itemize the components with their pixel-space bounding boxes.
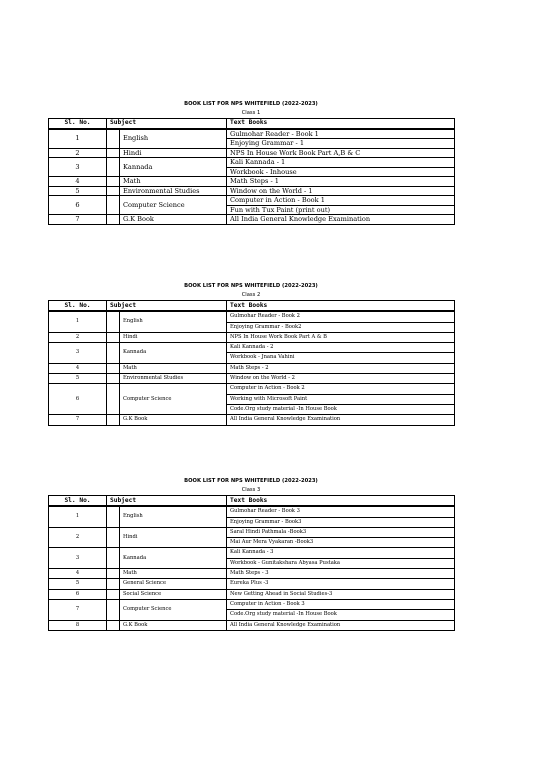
- text-book-cell: Computer in Action - Book 2: [227, 384, 455, 394]
- subject-cell: Math: [120, 363, 227, 373]
- sl-no-cell: 6: [49, 384, 107, 415]
- class-2-section: [48, 282, 454, 426]
- sl-no-cell: 2: [49, 332, 107, 342]
- spacer-cell: [107, 506, 120, 527]
- sl-no-cell: 3: [49, 548, 107, 569]
- text-book-cell: Kali Kannada - 1: [227, 158, 455, 168]
- subject-cell: Environmental Studies: [120, 374, 227, 384]
- text-book-cell: NPS In House Work Book Part A,B & C: [227, 148, 455, 158]
- text-book-cell: Math Steps - 2: [227, 363, 455, 373]
- table-header-row: [49, 301, 455, 312]
- subject-cell: General Science: [120, 579, 227, 589]
- text-book-cell: New Getting Ahead in Social Studies-3: [227, 589, 455, 599]
- text-book-cell: NPS In House Work Book Part A & B: [227, 332, 455, 342]
- sl-no-cell: 4: [49, 177, 107, 187]
- text-book-cell: Kali Kannada - 2: [227, 343, 455, 353]
- text-book-cell: All India General Knowledge Examination: [227, 415, 455, 425]
- table-header-row: [49, 119, 455, 129]
- sl-no-cell: 8: [49, 620, 107, 630]
- text-book-cell: Enjoying Grammar - Book3: [227, 517, 455, 527]
- class-3-section: [48, 477, 454, 631]
- spacer-cell: [107, 148, 120, 158]
- book-list-table: [48, 118, 455, 225]
- spacer-cell: [107, 527, 120, 548]
- class-1-section: [48, 100, 454, 225]
- spacer-cell: [107, 569, 120, 579]
- header-sl-no: Sl. No.: [49, 301, 107, 312]
- text-book-cell: Mai Aur Mera Vyakaran -Book3: [227, 538, 455, 548]
- text-book-cell: All India General Knowledge Examination: [227, 215, 455, 225]
- subject-cell: English: [120, 311, 227, 332]
- header-sl-no: Sl. No.: [49, 496, 107, 507]
- book-list-table: [48, 300, 455, 426]
- subject-cell: Kannada: [120, 548, 227, 569]
- header-text-books: Text Books: [227, 496, 455, 507]
- subject-cell: Computer Science: [120, 384, 227, 415]
- subject-cell: Social Science: [120, 589, 227, 599]
- text-book-cell: Fun with Tux Paint (print out): [227, 205, 455, 215]
- sl-no-cell: 3: [49, 158, 107, 177]
- header-text-books: Text Books: [227, 301, 455, 312]
- spacer-cell: [107, 158, 120, 177]
- text-book-cell: Saral Hindi Pathmala -Book3: [227, 527, 455, 537]
- table-row: [49, 196, 455, 206]
- text-book-cell: Gulmohar Reader - Book 2: [227, 311, 455, 322]
- spacer-cell: [107, 363, 120, 373]
- sl-no-cell: 1: [49, 311, 107, 332]
- sl-no-cell: 6: [49, 196, 107, 215]
- subject-cell: Hindi: [120, 148, 227, 158]
- table-row: [49, 363, 455, 373]
- subject-cell: Environmental Studies: [120, 186, 227, 196]
- spacer-cell: [107, 215, 120, 225]
- spacer-cell: [107, 548, 120, 569]
- sl-no-cell: 2: [49, 527, 107, 548]
- subject-cell: Hindi: [120, 527, 227, 548]
- table-row: [49, 129, 455, 139]
- sl-no-cell: 5: [49, 186, 107, 196]
- book-list-title: BOOK LIST FOR NPS WHITEFIELD (2022-2023): [184, 283, 318, 289]
- subject-cell: Math: [120, 569, 227, 579]
- table-row: [49, 374, 455, 384]
- spacer-cell: [107, 343, 120, 364]
- table-header-row: [49, 496, 455, 507]
- subject-cell: English: [120, 506, 227, 527]
- text-book-cell: Gulmohar Reader - Book 3: [227, 506, 455, 517]
- spacer-cell: [107, 415, 120, 425]
- header-subject: Subject: [107, 496, 227, 507]
- class-label: Class 2: [241, 292, 261, 298]
- table-row: [49, 215, 455, 225]
- spacer-cell: [107, 186, 120, 196]
- subject-cell: Math: [120, 177, 227, 187]
- table-row: [49, 506, 455, 517]
- table-row: [49, 569, 455, 579]
- header-subject: Subject: [107, 119, 227, 129]
- spacer-cell: [107, 599, 120, 620]
- header-text-books: Text Books: [227, 119, 455, 129]
- text-book-cell: All India General Knowledge Examination: [227, 620, 455, 630]
- table-row: [49, 548, 455, 558]
- spacer-cell: [107, 620, 120, 630]
- book-list-title: BOOK LIST FOR NPS WHITEFIELD (2022-2023): [184, 478, 318, 484]
- spacer-cell: [107, 311, 120, 332]
- book-list-title: BOOK LIST FOR NPS WHITEFIELD (2022-2023): [184, 101, 318, 107]
- table-row: [49, 177, 455, 187]
- text-book-cell: Window on the World - 2: [227, 374, 455, 384]
- spacer-cell: [107, 384, 120, 415]
- class-label: Class 1: [241, 110, 261, 116]
- subject-cell: Computer Science: [120, 599, 227, 620]
- sl-no-cell: 7: [49, 215, 107, 225]
- table-row: [49, 332, 455, 342]
- text-book-cell: Enjoying Grammar - Book2: [227, 322, 455, 332]
- text-book-cell: Window on the World - 1: [227, 186, 455, 196]
- text-book-cell: Enjoying Grammar - 1: [227, 139, 455, 149]
- text-book-cell: Math Steps - 3: [227, 569, 455, 579]
- text-book-cell: Kali Kannada - 3: [227, 548, 455, 558]
- subject-cell: Hindi: [120, 332, 227, 342]
- table-row: [49, 158, 455, 168]
- text-book-cell: Workbook - Inhouse: [227, 167, 455, 177]
- text-book-cell: Code.Org study material -In House Book: [227, 610, 455, 620]
- class-label: Class 3: [241, 487, 261, 493]
- table-row: [49, 527, 455, 537]
- table-row: [49, 415, 455, 425]
- text-book-cell: Workbook - Gunitakshara Abyasa Pustaka: [227, 558, 455, 568]
- subject-cell: G.K Book: [120, 415, 227, 425]
- sl-no-cell: 5: [49, 579, 107, 589]
- subject-cell: G.K Book: [120, 215, 227, 225]
- header-subject: Subject: [107, 301, 227, 312]
- sl-no-cell: 2: [49, 148, 107, 158]
- spacer-cell: [107, 129, 120, 149]
- table-row: [49, 384, 455, 394]
- text-book-cell: Workbook - Jnana Vahini: [227, 353, 455, 363]
- sl-no-cell: 4: [49, 363, 107, 373]
- table-row: [49, 599, 455, 609]
- spacer-cell: [107, 177, 120, 187]
- sl-no-cell: 5: [49, 374, 107, 384]
- spacer-cell: [107, 374, 120, 384]
- sl-no-cell: 4: [49, 569, 107, 579]
- subject-cell: Kannada: [120, 343, 227, 364]
- text-book-cell: Computer in Action - Book 3: [227, 599, 455, 609]
- spacer-cell: [107, 196, 120, 215]
- table-row: [49, 589, 455, 599]
- sl-no-cell: 1: [49, 506, 107, 527]
- text-book-cell: Gulmohar Reader - Book 1: [227, 129, 455, 139]
- sl-no-cell: 1: [49, 129, 107, 149]
- sl-no-cell: 6: [49, 589, 107, 599]
- subject-cell: Computer Science: [120, 196, 227, 215]
- text-book-cell: Math Steps - 1: [227, 177, 455, 187]
- table-row: [49, 186, 455, 196]
- sl-no-cell: 7: [49, 415, 107, 425]
- spacer-cell: [107, 589, 120, 599]
- header-sl-no: Sl. No.: [49, 119, 107, 129]
- text-book-cell: Computer in Action - Book 1: [227, 196, 455, 206]
- text-book-cell: Working with Microsoft Paint: [227, 394, 455, 404]
- text-book-cell: Code.Org study material -In House Book: [227, 404, 455, 414]
- table-row: [49, 343, 455, 353]
- table-row: [49, 148, 455, 158]
- spacer-cell: [107, 579, 120, 589]
- book-list-table: [48, 495, 455, 631]
- table-row: [49, 579, 455, 589]
- subject-cell: English: [120, 129, 227, 149]
- table-row: [49, 620, 455, 630]
- text-book-cell: Eureka Plus -3: [227, 579, 455, 589]
- spacer-cell: [107, 332, 120, 342]
- table-row: [49, 311, 455, 322]
- subject-cell: Kannada: [120, 158, 227, 177]
- sl-no-cell: 7: [49, 599, 107, 620]
- sl-no-cell: 3: [49, 343, 107, 364]
- subject-cell: G.K Book: [120, 620, 227, 630]
